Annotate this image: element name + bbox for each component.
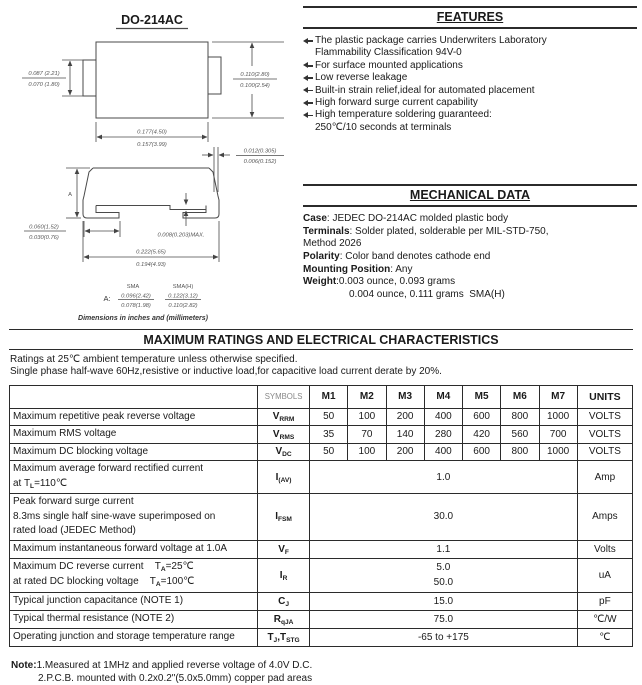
symbol-cell [258, 443, 310, 461]
feature-line [303, 97, 637, 109]
parameter-cell [10, 610, 258, 628]
value-line: 5.0 [436, 562, 451, 574]
value-cell [310, 592, 578, 610]
mechanical-data-heading: MECHANICAL DATA [303, 184, 637, 207]
text-segment: Typical thermal resistance (NOTE 2) [13, 612, 175, 624]
text-segment: V [272, 428, 280, 440]
subscript: FSM [277, 516, 292, 524]
value-line: -65 to +175 [417, 631, 469, 643]
parameter-cell [10, 426, 258, 444]
text-segment: , [277, 631, 280, 643]
parameter-line [13, 495, 254, 510]
value-cell: 800 [501, 443, 539, 461]
table-row [10, 461, 633, 494]
table-row [10, 408, 633, 426]
units-column-header: UNITS [577, 385, 632, 408]
model-column-header: M2 [348, 385, 386, 408]
symbol-cell [258, 628, 310, 646]
ratings-condition-line2: Single phase half-wave 60Hz,resistive or inductive load,for capacitive load current derate by 20%. [10, 365, 442, 377]
parameter-line [13, 594, 254, 609]
ratings-heading: MAXIMUM RATINGS AND ELECTRICAL CHARACTERISTICS [9, 329, 633, 350]
text-segment: Polarity [303, 251, 340, 263]
a-table-smah-in: 0.122(3.12) [168, 293, 198, 300]
top-view-left-terminal [83, 60, 96, 96]
a-table-sma-in: 0.096(2.42) [121, 293, 151, 300]
text-segment: Operating junction and storage temperature range [13, 630, 235, 642]
dim-body-height-mm: 0.100(2.54) [240, 83, 270, 89]
symbols-column-header: SYMBOLS [258, 385, 310, 408]
table-row [10, 592, 633, 610]
table-row [10, 540, 633, 558]
dim-terminal-width-in: 0.087 (2.21) [28, 71, 60, 77]
symbol-cell [258, 494, 310, 541]
feature-line [303, 72, 637, 84]
value-line: 1.0 [436, 471, 451, 483]
value-cell [310, 558, 578, 592]
feature-line [303, 47, 637, 59]
bullet-arrow-icon [303, 86, 315, 96]
parameter-line [13, 612, 254, 627]
value-cell: 100 [348, 408, 386, 426]
subscript: A [155, 581, 161, 589]
table-row [10, 494, 633, 541]
model-column-header: M7 [539, 385, 577, 408]
bullet-arrow-icon [303, 61, 315, 71]
parameter-cell [10, 628, 258, 646]
text-segment: T [143, 560, 161, 572]
unit-cell: VOLTS [577, 426, 632, 444]
table-row [10, 628, 633, 646]
dim-foot-length-mm: 0.030(0.76) [29, 235, 59, 241]
value-cell: 800 [501, 408, 539, 426]
feature-text: For surface mounted applications [315, 59, 463, 71]
unit-cell: Amps [577, 494, 632, 541]
dim-terminal-thickness-mm: 0.006(0.152) [243, 159, 277, 165]
value-line: 15.0 [433, 595, 454, 607]
text-segment: =100℃ [160, 576, 195, 588]
value-cell: 140 [386, 426, 424, 444]
parameter-line [13, 410, 254, 425]
mechanical-data-lines [303, 213, 637, 301]
value-cell: 50 [310, 443, 348, 461]
parameter-line [13, 462, 254, 477]
text-segment: Peak forward surge current [13, 496, 134, 508]
unit-cell: ℃/W [577, 610, 632, 628]
bullet-arrow-icon [303, 73, 315, 83]
unit-cell: VOLTS [577, 408, 632, 426]
parameter-line [13, 477, 254, 493]
bullet-arrow-icon [303, 36, 315, 46]
value-cell: 600 [463, 443, 501, 461]
parameter-cell [10, 540, 258, 558]
text-segment: C [278, 595, 286, 607]
feature-line [303, 122, 637, 134]
feature-text: The plastic package carries Underwriters Laboratory [315, 35, 547, 46]
text-segment: : Solder plated, solderable per MIL-STD-750, [349, 225, 549, 237]
top-view-right-terminal [208, 57, 221, 94]
features-list [303, 35, 637, 134]
dim-standoff-max: 0.008(0.203)MAX. [157, 232, 205, 239]
text-segment: at rated DC blocking voltage [13, 576, 139, 588]
model-column-header: M5 [463, 385, 501, 408]
text-segment: Typical junction capacitance (NOTE 1) [13, 594, 184, 606]
mechanical-line [303, 226, 637, 239]
subscript: A [160, 565, 166, 573]
mechanical-line [303, 213, 637, 226]
parameter-cell [10, 461, 258, 494]
symbol-cell [258, 592, 310, 610]
value-cell: 400 [424, 443, 462, 461]
text-segment: Maximum RMS voltage [13, 428, 117, 440]
dimensions-caption: Dimensions in inches and (millimeters) [78, 315, 208, 322]
parameter-line [13, 542, 254, 557]
feature-item [303, 97, 637, 109]
feature-text: High temperature soldering guaranteed: [315, 109, 492, 121]
parameter-line [13, 427, 254, 442]
dim-a-letter: A [68, 192, 72, 198]
ratings-section [9, 329, 633, 685]
text-segment: at T [13, 477, 31, 489]
text-segment: 8.3ms single half sine-wave superimposed on [13, 510, 216, 522]
mechanical-line [303, 276, 637, 289]
subscript: F [284, 548, 289, 556]
value-cell: 420 [463, 426, 501, 444]
package-drawing-section [0, 0, 302, 326]
unit-cell: pF [577, 592, 632, 610]
text-segment: =110℃ [34, 477, 68, 489]
text-segment: Case [303, 213, 327, 225]
features-heading: FEATURES [303, 6, 637, 29]
mechanical-data-section [303, 184, 637, 301]
dim-terminal-thickness-in: 0.012(0.305) [243, 148, 277, 155]
symbol-cell [258, 540, 310, 558]
value-cell: 700 [539, 426, 577, 444]
a-table-smah-mm: 0.110(2.82) [168, 303, 198, 309]
feature-line [303, 60, 637, 72]
table-row [10, 443, 633, 461]
value-cell: 100 [348, 443, 386, 461]
parameter-cell [10, 592, 258, 610]
text-segment: 0.004 ounce, 0.111 grams SMA(H) [349, 288, 505, 300]
text-segment: T [138, 576, 156, 588]
notes [11, 659, 633, 685]
parameter-cell [10, 558, 258, 592]
parameter-line [13, 630, 254, 645]
value-cell [310, 494, 578, 541]
text-segment: Mounting Position [303, 263, 391, 275]
text-segment: Weight [303, 276, 337, 288]
note-label: Note: [11, 659, 37, 671]
value-cell [310, 461, 578, 494]
subscript: R [282, 574, 288, 582]
feature-text: Built-in strain relief,ideal for automated placement [315, 84, 535, 96]
a-table-col-sma: SMA [126, 284, 140, 290]
side-view-right-lead [183, 168, 219, 218]
subscript: RMS [279, 433, 295, 441]
side-view-body-bottom [96, 206, 206, 210]
table-row [10, 426, 633, 444]
dim-body-width-in: 0.177(4.50) [137, 129, 167, 136]
note-text: 2.P.C.B. mounted with 0.2x0.2"(5.0x5.0mm) copper pad areas [38, 672, 313, 684]
model-column-header: M4 [424, 385, 462, 408]
ratings-table-header-row [10, 385, 633, 408]
text-segment: : Color band denotes cathode end [339, 251, 491, 263]
value-cell [310, 540, 578, 558]
feature-text: Flammability Classification 94V-0 [315, 47, 462, 59]
text-segment: : JEDEC DO-214AC molded plastic body [326, 213, 509, 225]
value-line: 50.0 [433, 577, 454, 589]
subscript: (AV) [278, 476, 292, 484]
value-line: 1.1 [436, 543, 451, 555]
mechanical-line [303, 238, 637, 251]
feature-item [303, 35, 637, 60]
a-table-col-smah: SMA(H) [172, 284, 194, 290]
text-segment: rated load (JEDEC Method) [13, 525, 136, 537]
value-cell: 400 [424, 408, 462, 426]
subscript: J [273, 636, 278, 644]
dim-overall-width-in: 0.222(5.65) [136, 249, 166, 256]
text-segment: T [280, 631, 287, 643]
text-segment: R [273, 613, 281, 625]
value-cell: 200 [386, 443, 424, 461]
unit-cell: VOLTS [577, 443, 632, 461]
mechanical-line [303, 264, 637, 277]
text-segment: =25℃ [165, 560, 194, 572]
feature-line [303, 85, 637, 97]
value-cell: 600 [463, 408, 501, 426]
table-row [10, 610, 633, 628]
text-segment: V [278, 543, 285, 555]
mechanical-line [303, 251, 637, 264]
note-line [11, 672, 633, 685]
value-cell: 560 [501, 426, 539, 444]
unit-cell: Volts [577, 540, 632, 558]
feature-line [303, 109, 637, 121]
text-segment: Method 2026 [303, 238, 362, 250]
feature-line [303, 35, 637, 47]
value-cell: 280 [424, 426, 462, 444]
text-segment: :0.003 ounce, 0.093 grams [336, 276, 456, 288]
dim-foot-length-in: 0.060(1.52) [29, 224, 59, 231]
feature-text: High forward surge current capability [315, 97, 478, 109]
dim-terminal-width-mm: 0.070 (1.80) [28, 82, 60, 88]
ratings-condition-line1: Ratings at 25℃ ambient temperature unless otherwise specified. [10, 354, 298, 365]
subscript: J [285, 600, 290, 608]
parameter-line [13, 560, 254, 576]
ratings-table [9, 385, 633, 647]
parameter-line [13, 510, 254, 525]
parameter-line [13, 445, 254, 460]
subscript: qJA [280, 618, 294, 626]
value-cell: 70 [348, 426, 386, 444]
text-segment: V [275, 446, 283, 458]
feature-item [303, 72, 637, 84]
text-segment: I [275, 511, 278, 523]
value-cell: 35 [310, 426, 348, 444]
bullet-arrow-icon [303, 98, 315, 108]
symbol-cell [258, 610, 310, 628]
subscript: RRM [279, 416, 295, 424]
text-segment: I [275, 471, 279, 483]
subscript: L [30, 482, 35, 490]
right-column [303, 6, 637, 301]
value-cell: 200 [386, 408, 424, 426]
parameter-cell [10, 408, 258, 426]
a-table-sma-mm: 0.078(1.98) [121, 303, 151, 309]
feature-text: 250℃/10 seconds at terminals [315, 121, 452, 133]
model-column-header: M1 [310, 385, 348, 408]
model-column-header: M3 [386, 385, 424, 408]
value-cell [310, 610, 578, 628]
dim-overall-width-mm: 0.194(4.93) [136, 262, 166, 268]
dim-body-height-in: 0.110(2.80) [240, 72, 270, 78]
text-segment: Maximum average forward rectified current [13, 463, 204, 475]
model-column-header: M6 [501, 385, 539, 408]
feature-text: Low reverse leakage [315, 72, 408, 84]
package-outline-drawing [0, 0, 302, 326]
text-segment: Maximum DC blocking voltage [13, 445, 149, 457]
value-cell: 50 [310, 408, 348, 426]
mechanical-line [303, 289, 637, 302]
ratings-conditions [10, 354, 633, 378]
parameter-line [13, 575, 254, 591]
text-segment: Terminals [303, 225, 350, 237]
feature-item [303, 109, 637, 134]
note-text: 1.Measured at 1MHz and applied reverse voltage of 4.0V D.C. [36, 659, 313, 671]
feature-item [303, 60, 637, 72]
value-line: 75.0 [433, 613, 454, 625]
side-view-left-lead [83, 168, 119, 218]
unit-cell: Amp [577, 461, 632, 494]
parameter-line [13, 524, 254, 539]
text-segment: Maximum DC reverse current [13, 560, 144, 572]
value-cell: 1000 [539, 443, 577, 461]
text-segment: T [267, 631, 274, 643]
symbol-cell [258, 461, 310, 494]
unit-cell: uA [577, 558, 632, 592]
text-segment: : Any [390, 263, 413, 275]
text-segment: I [279, 569, 283, 581]
text-segment: Maximum instantaneous forward voltage at 1.0A [13, 542, 227, 554]
value-line: 30.0 [433, 511, 454, 523]
text-segment: Maximum repetitive peak reverse voltage [13, 410, 196, 422]
parameter-cell [10, 443, 258, 461]
ratings-table-body [10, 408, 633, 646]
feature-item [303, 85, 637, 97]
parameter-cell [10, 494, 258, 541]
top-view-body [96, 42, 208, 118]
dim-body-width-mm: 0.157(3.99) [137, 142, 167, 148]
unit-cell: ℃ [577, 628, 632, 646]
text-segment: V [272, 411, 280, 423]
symbol-cell [258, 558, 310, 592]
parameter-column-header [10, 385, 258, 408]
a-table-prefix: A: [103, 294, 111, 303]
table-row [10, 558, 633, 592]
bullet-arrow-icon [303, 110, 315, 120]
package-title: DO-214AC [121, 13, 183, 27]
symbol-cell [258, 426, 310, 444]
value-cell [310, 628, 578, 646]
subscript: DC [282, 451, 292, 459]
symbol-cell [258, 408, 310, 426]
value-cell: 1000 [539, 408, 577, 426]
subscript: STG [286, 636, 300, 644]
